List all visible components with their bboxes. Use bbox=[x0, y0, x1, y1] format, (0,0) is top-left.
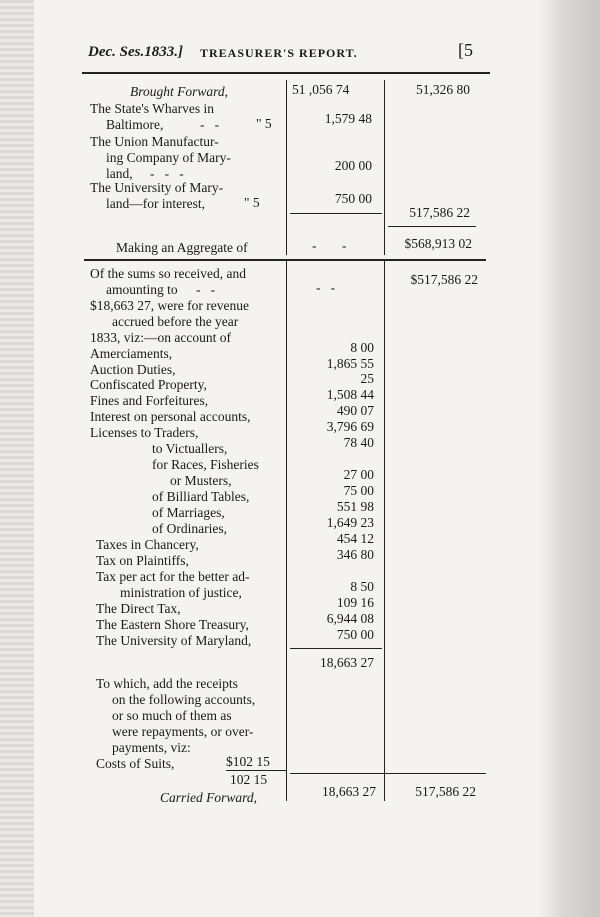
revenue-label-4: Interest on personal accounts, bbox=[90, 409, 251, 424]
revenue-label-1: Auction Duties, bbox=[90, 362, 176, 377]
revenue-label-17: The Eastern Shore Treasury, bbox=[96, 617, 249, 632]
revenue-total-rule bbox=[290, 648, 382, 649]
wharves-value: 1,579 48 bbox=[324, 111, 372, 126]
receipts-line-2: on the following accounts, bbox=[112, 692, 256, 707]
revenue-value-18: 750 00 bbox=[336, 627, 374, 642]
intro-dashes-a: - - bbox=[196, 282, 216, 297]
receipts-line-4: were repayments, or over- bbox=[112, 724, 254, 739]
revenue-value-17: 6,944 08 bbox=[326, 611, 374, 626]
col-rule-3 bbox=[286, 261, 287, 801]
aggregate-top-rule bbox=[388, 226, 476, 227]
receipts-line-1: To which, add the receipts bbox=[96, 676, 238, 691]
costs-value: $102 15 bbox=[226, 754, 270, 769]
page-right-edge bbox=[538, 0, 600, 917]
wharves-mark: " 5 bbox=[256, 116, 272, 131]
col-rule-4 bbox=[384, 261, 385, 801]
revenue-value-12: 454 12 bbox=[336, 531, 374, 546]
revenue-value-3: 1,508 44 bbox=[326, 387, 374, 402]
revenue-label-12: Taxes in Chancery, bbox=[96, 537, 199, 552]
revenue-label-10: of Marriages, bbox=[152, 505, 225, 520]
university-mark: " 5 bbox=[244, 195, 260, 210]
wharves-dashes: - - bbox=[200, 117, 220, 132]
revenue-total: 18,663 27 bbox=[320, 655, 374, 670]
revenue-value-0: 8 00 bbox=[350, 340, 374, 355]
union-dashes: - - - bbox=[150, 166, 184, 181]
revenue-value-15: 8 50 bbox=[350, 579, 374, 594]
intro-line-3: $18,663 27, were for revenue bbox=[90, 298, 249, 313]
union-line1: The Union Manufactur- bbox=[90, 134, 219, 149]
revenue-label-0: Amerciaments, bbox=[90, 346, 173, 361]
revenue-label-16: The Direct Tax, bbox=[96, 601, 181, 616]
revenue-label-14: Tax per act for the better ad- bbox=[96, 569, 250, 584]
aggregate-label: Making an Aggregate of bbox=[116, 240, 248, 255]
revenue-label-5: Licenses to Traders, bbox=[90, 425, 199, 440]
union-line3: land, bbox=[106, 166, 133, 181]
top-subtotal-rule bbox=[290, 213, 382, 214]
revenue-value-2: 25 bbox=[360, 371, 374, 386]
aggregate-dash-1: - bbox=[312, 238, 317, 253]
section-rule bbox=[84, 259, 486, 261]
university-line2: land—for interest, bbox=[106, 196, 205, 211]
revenue-value-10: 551 98 bbox=[336, 499, 374, 514]
carried-rule bbox=[290, 773, 486, 774]
brought-forward-col2: 51,326 80 bbox=[416, 82, 470, 97]
page-binding-edge bbox=[0, 0, 34, 917]
col-rule-2 bbox=[384, 80, 385, 255]
revenue-value-11: 1,649 23 bbox=[326, 515, 374, 530]
revenue-value-8: 27 00 bbox=[343, 467, 374, 482]
receipts-line-5: payments, viz: bbox=[112, 740, 191, 755]
revenue-label-18: The University of Maryland, bbox=[96, 633, 252, 648]
revenue-value-13: 346 80 bbox=[336, 547, 374, 562]
revenue-label-3: Fines and Forfeitures, bbox=[90, 393, 209, 408]
revenue-label-2: Confiscated Property, bbox=[90, 377, 207, 392]
revenue-value-6: 78 40 bbox=[343, 435, 374, 450]
session-label: Dec. Ses.1833.] bbox=[88, 44, 183, 60]
costs-subtotal: 102 15 bbox=[230, 772, 268, 787]
top-subtotal: 517,586 22 bbox=[409, 205, 470, 220]
aggregate-value: $568,913 02 bbox=[404, 236, 472, 251]
page-number: [5 bbox=[458, 40, 473, 60]
intro-line-5: 1833, viz:—on account of bbox=[90, 330, 231, 345]
brought-forward-label: Brought Forward, bbox=[130, 84, 229, 99]
carried-forward-col2: 517,586 22 bbox=[415, 784, 476, 799]
revenue-label-13: Tax on Plaintiffs, bbox=[96, 553, 189, 568]
revenue-value-9: 75 00 bbox=[343, 483, 374, 498]
receipts-line-3: or so much of them as bbox=[112, 708, 232, 723]
revenue-label-7: for Races, Fisheries bbox=[152, 457, 259, 472]
aggregate-rule-left bbox=[286, 222, 287, 255]
aggregate-dash-2: - bbox=[342, 238, 347, 253]
revenue-value-4: 490 07 bbox=[336, 403, 374, 418]
page-header bbox=[88, 40, 488, 66]
intro-line-2: amounting to bbox=[106, 282, 178, 297]
report-title: TREASURER'S REPORT. bbox=[200, 46, 358, 60]
intro-dashes-b: - - bbox=[316, 280, 336, 295]
revenue-label-6: to Victuallers, bbox=[152, 441, 228, 456]
intro-line-4: accrued before the year bbox=[112, 314, 239, 329]
revenue-label-8: or Musters, bbox=[170, 473, 232, 488]
revenue-label-9: of Billiard Tables, bbox=[152, 489, 250, 504]
union-value: 200 00 bbox=[334, 158, 372, 173]
header-rule bbox=[82, 72, 490, 74]
carried-forward-label: Carried Forward, bbox=[160, 790, 258, 805]
revenue-label-15: ministration of justice, bbox=[120, 585, 242, 600]
intro-line-1: Of the sums so received, and bbox=[90, 266, 246, 281]
revenue-value-1: 1,865 55 bbox=[326, 356, 374, 371]
university-line1: The University of Mary- bbox=[90, 180, 224, 195]
university-value: 750 00 bbox=[334, 191, 372, 206]
wharves-line2: Baltimore, bbox=[106, 117, 164, 132]
brought-forward-col1: 51 ,056 74 bbox=[292, 82, 350, 97]
wharves-line1: The State's Wharves in bbox=[90, 101, 215, 116]
costs-rule bbox=[226, 770, 286, 771]
revenue-label-11: of Ordinaries, bbox=[152, 521, 227, 536]
costs-label: Costs of Suits, bbox=[96, 756, 175, 771]
revenue-value-16: 109 16 bbox=[336, 595, 374, 610]
intro-col2: $517,586 22 bbox=[410, 272, 478, 287]
carried-forward-col1: 18,663 27 bbox=[322, 784, 376, 799]
union-line2: ing Company of Mary- bbox=[106, 150, 231, 165]
revenue-value-5: 3,796 69 bbox=[326, 419, 374, 434]
